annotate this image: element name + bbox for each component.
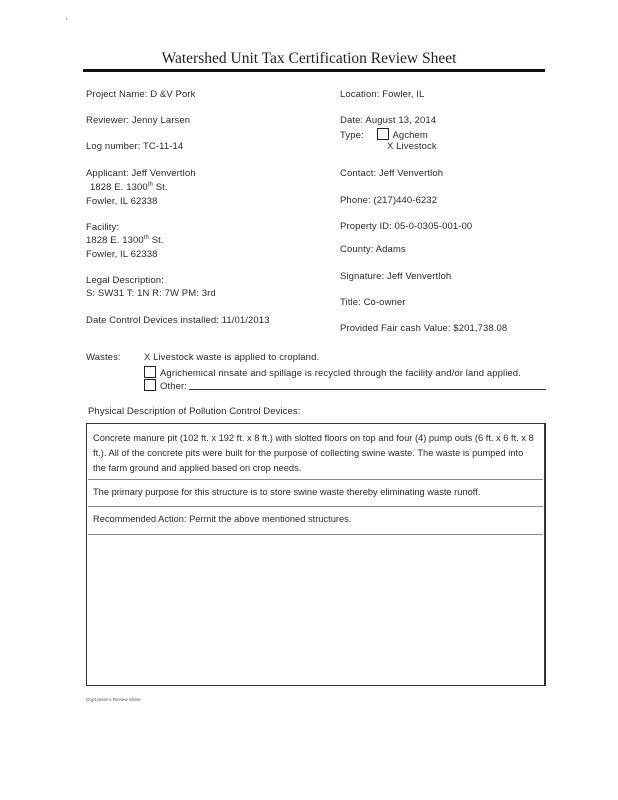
- scan-mark: ': [66, 18, 68, 25]
- agrichemical-label: Agrichemical rinsate and spillage is recycled through the facility and/or land applied.: [160, 368, 521, 379]
- review-date: Date: August 13, 2014: [340, 115, 437, 126]
- legal-description-value: S: SW31 T: 1N R: 7W PM: 3rd: [86, 288, 216, 299]
- agchem-label: Agchem: [392, 130, 428, 141]
- waste-option-livestock: X Livestock waste is applied to cropland.: [144, 352, 320, 363]
- signer-title: Title: Co-owner: [340, 297, 406, 308]
- signature: Signature: Jeff Venvertloh: [340, 271, 452, 282]
- legal-description-label: Legal Description:: [86, 275, 164, 286]
- property-id: Property ID: 05-0-0305-001-00: [340, 221, 473, 232]
- fair-cash-value: Provided Fair cash Value: $201,738.08: [340, 323, 508, 334]
- facility-street: 1828 E. 1300th St.: [86, 235, 164, 247]
- description-divider-2: [88, 506, 543, 507]
- waste-option-other: [144, 379, 546, 392]
- applicant-street: 1828 E. 1300th St.: [90, 182, 168, 194]
- location: Location: Fowler, IL: [340, 89, 425, 100]
- agchem-checkbox[interactable]: [377, 128, 389, 140]
- page-title: Watershed Unit Tax Certification Review Sheet: [161, 50, 457, 67]
- wastes-label: Wastes:: [86, 352, 121, 363]
- description-divider-1: [88, 479, 543, 480]
- facility-city: Fowler, IL 62338: [86, 249, 158, 260]
- phone: Phone: (217)440-6232: [340, 195, 438, 206]
- other-label: Other:: [160, 381, 187, 392]
- reviewer: Reviewer: Jenny Larsen: [86, 115, 191, 126]
- applicant-city: Fowler, IL 62338: [86, 196, 158, 207]
- description-paragraph-1: Concrete manure pit (102 ft. x 192 ft. x 8 ft.) with slotted floors on top and four (4) pump outs (6 ft. x 6 ft. x 8 ft.). All of the concrete pits were built for the purpose of collecting swine waste. The waste is pumped into the farm ground and applied based on crop needs.: [93, 433, 534, 473]
- log-number: Log number: TC-11-14: [86, 141, 184, 152]
- type-label: Type:: [340, 130, 364, 141]
- description-paragraph-2: The primary purpose for this structure is to store swine waste thereby eliminating waste runoff.: [93, 487, 481, 497]
- physical-description-heading: Physical Description of Pollution Control Devices:: [88, 406, 301, 417]
- waste-option-agrichemical: [144, 366, 521, 379]
- county: County: Adams: [340, 244, 406, 255]
- description-divider-3: [88, 534, 543, 535]
- other-blank-line[interactable]: [189, 380, 546, 390]
- title-underline: [83, 69, 545, 72]
- facility-label: Facility:: [86, 222, 120, 233]
- type-row: [340, 128, 428, 141]
- applicant-name: Applicant: Jeff Venvertloh: [86, 168, 196, 179]
- date-installed: Date Control Devices installed: 11/01/2013: [86, 315, 270, 326]
- project-name: Project Name: D &V Pork: [86, 89, 196, 100]
- recommended-action: Recommended Action: Permit the above mentioned structures.: [93, 514, 352, 524]
- other-checkbox[interactable]: [144, 379, 156, 391]
- footer-text: Org/Larsen's Review Sheet: [86, 697, 141, 702]
- contact: Contact: Jeff Venvertloh: [340, 168, 444, 179]
- physical-description-box: [86, 423, 546, 686]
- type-livestock: X Livestock: [387, 141, 437, 152]
- agrichemical-checkbox[interactable]: [144, 366, 156, 378]
